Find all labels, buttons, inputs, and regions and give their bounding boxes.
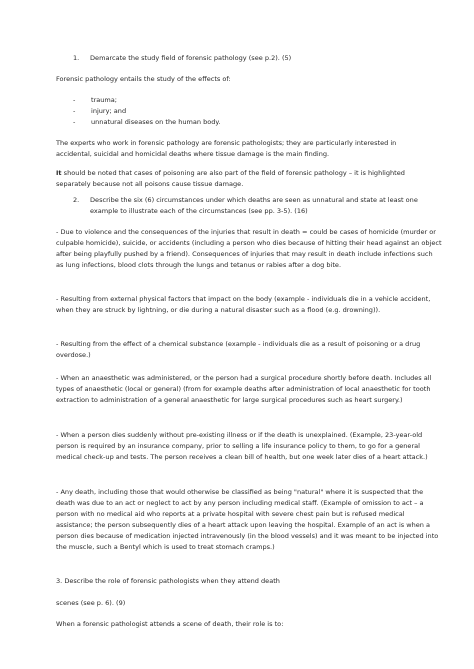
circumstance-violence: - Due to violence and the consequences of the injuries that result in death = could be cases of homicide (murder or culpable homicide), suicide, or accidents (including a person who dies because of hitting their head against an object after being playfully pushed by a friend). Consequences of injuries that may result in death include infections such as lung infections, blood clots through the lungs and tetanus or rabies after a dog bite. bbox=[56, 228, 442, 269]
circumstance-anaesthetic: - When an anaesthetic was administered, or the person had a surgical procedure shortly before death. Includes all types of anaesthetic (local or general) (from for example deaths after administration of local anaesthetic for tooth extraction to administration of a general anaesthetic for large surgical procedures such as heart surgery.) bbox=[56, 374, 432, 404]
effect-text: injury; and bbox=[91, 107, 127, 115]
role-paragraph: When a forensic pathologist attends a scene of death, their role is to: bbox=[56, 620, 284, 628]
question-1-number: 1. bbox=[73, 54, 80, 62]
bullet-dash: - bbox=[73, 107, 76, 115]
question-3-line-2: scenes (see p. 6). (9) bbox=[56, 599, 126, 607]
experts-paragraph: The experts who work in forensic pathology are forensic pathologists; they are particularly interested in accidental, suicidal and homicidal deaths where tissue damage is the main finding. bbox=[56, 139, 397, 158]
question-3-line-1: 3. Describe the role of forensic pathologists when they attend death bbox=[56, 577, 280, 585]
circumstance-negligence: - Any death, including those that would otherwise be classified as being "natural" where it is suspected that the death was due to an act or neglect to act by any person including medical staff. (Example of omission to act – a person with no medical aid who reports at a private hospital with severe chest pain but is refused medical assistance; the person subsequently dies of a heart attack upon leaving the hospital. Example of an act is when a person dies because of medication injected intravenously (in the blood vessels) and it was meant to be injected into the muscle, such a Bentyl which is used to treat stomach cramps.) bbox=[56, 488, 439, 551]
bullet-dash: - bbox=[73, 96, 76, 104]
effect-text: unnatural diseases on the human body. bbox=[91, 118, 221, 126]
question-2-text: Describe the six (6) circumstances under which deaths are seen as unnatural and state at least one example to illustrate each of the circumstances (see pp. 3-5). (16) bbox=[90, 196, 418, 215]
poisoning-text: should be noted that cases of poisoning are also part of the field of forensic pathology – it is highlighted separately because not all poisons cause tissue damage. bbox=[56, 169, 405, 188]
bullet-dash: - bbox=[73, 118, 76, 126]
circumstance-external-factors: - Resulting from external physical factors that impact on the body (example - individuals die in a vehicle accident, when they are struck by lightning, or die during a natural disaster such as a flood (e.g. drowning)). bbox=[56, 295, 431, 314]
poisoning-lead-word: It bbox=[56, 169, 62, 177]
poisoning-paragraph bbox=[56, 168, 426, 190]
circumstance-chemical: - Resulting from the effect of a chemical substance (example - individuals die as a result of poisoning or a drug overdose.) bbox=[56, 340, 421, 359]
circumstance-sudden-death: - When a person dies suddenly without pre-existing illness or if the death is unexplained. (Example, 23-year-old person is required by an insurance company, prior to selling a life insurance policy to them, to go for a general medical check-up and tests. The person receives a clean bill of health, but one week later dies of a heart attack.) bbox=[56, 431, 428, 461]
entails-paragraph: Forensic pathology entails the study of the effects of: bbox=[56, 75, 231, 83]
question-1-text: Demarcate the study field of forensic pathology (see p.2). (5) bbox=[90, 54, 292, 62]
effect-text: trauma; bbox=[91, 96, 118, 104]
question-2-number: 2. bbox=[73, 196, 80, 204]
